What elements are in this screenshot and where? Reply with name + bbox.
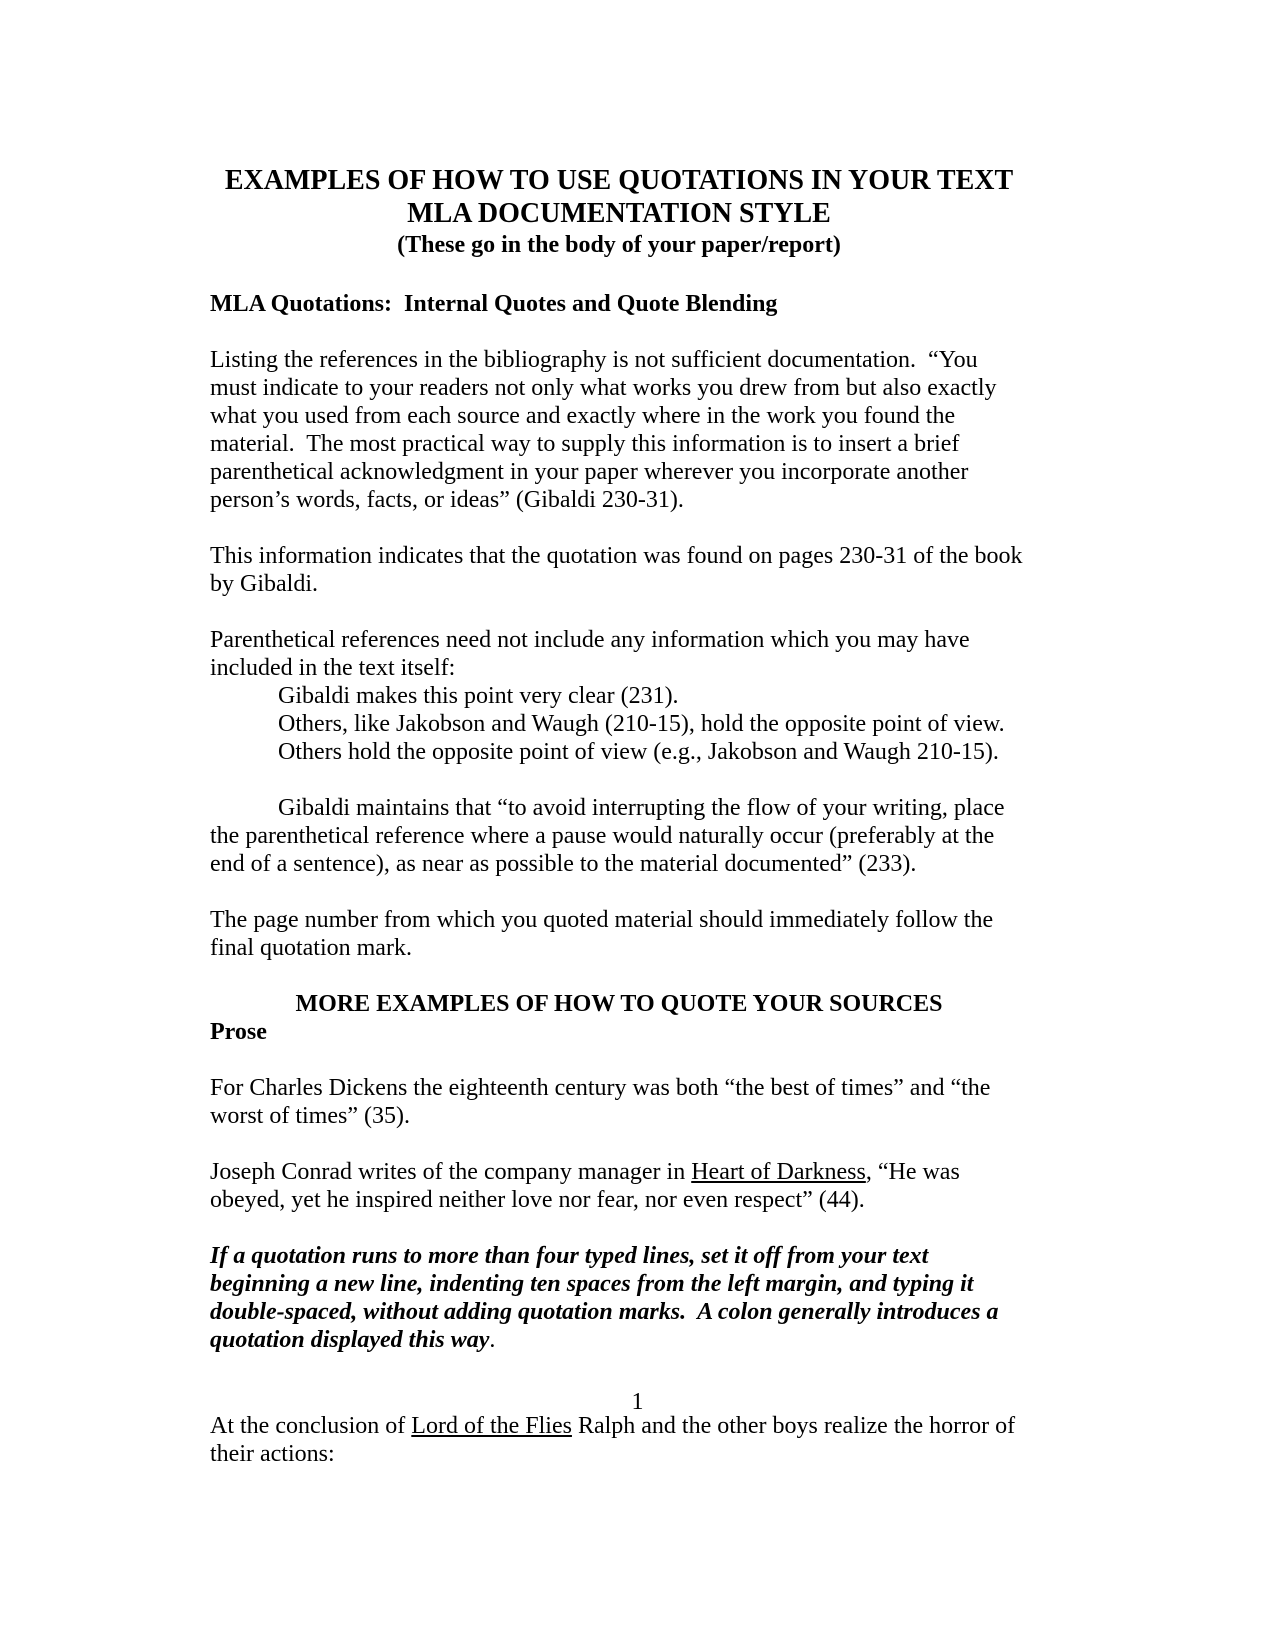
example-line-3: Others hold the opposite point of view (e.g., Jakobson and Waugh 210-15).	[278, 739, 999, 765]
block-quote-rule-period: .	[489, 1327, 496, 1353]
paragraph-parenthetical-intro: Parenthetical references need not include any information which you may have included in the text itself:	[210, 627, 976, 681]
section-heading-more-examples: MORE EXAMPLES OF HOW TO QUOTE YOUR SOURCES	[295, 991, 943, 1017]
document-title-block	[210, 164, 1028, 260]
book-title-lord-of-the-flies: Lord of the Flies	[411, 1413, 572, 1439]
paragraph-pages-info: This information indicates that the quotation was found on pages 230-31 of the book by Gibaldi.	[210, 543, 1029, 597]
paragraph-parenthetical-group	[210, 626, 1028, 766]
example-line-2: Others, like Jakobson and Waugh (210-15), hold the opposite point of view.	[278, 711, 1005, 737]
paragraph-page-number-rule: The page number from which you quoted material should immediately follow the final quotation mark.	[210, 907, 1000, 961]
title-line-2: MLA DOCUMENTATION STYLE	[407, 198, 831, 229]
flies-text-after: Ralph and the other boys realize the horror of their actions:	[210, 1413, 1022, 1467]
conrad-text-before: Joseph Conrad writes of the company manager in	[210, 1159, 692, 1185]
paragraph-listing-references: Listing the references in the bibliography is not sufficient documentation. “You must indicate to your readers not only what works you drew from but also exactly what you used from each source and exactly where in the work you found the material. The most practical way to supply this information is to insert a brief parenthetical acknowledgment in your paper wherever you incorporate another person’s words, facts, or ideas” (Gibaldi 230-31).	[210, 347, 1003, 513]
section-heading-mla-quotations: MLA Quotations: Internal Quotes and Quote Blending	[210, 291, 778, 317]
block-quote-rule-text: If a quotation runs to more than four typed lines, set it off from your text beginning a new line, indenting ten spaces from the left margin, and typing it double-spaced, without adding quotation marks. A colon generally introduces a quotation displayed this way	[210, 1243, 1005, 1353]
page-number: 1	[631, 1389, 644, 1415]
paragraph-block-quote-rule	[210, 1242, 1028, 1354]
subheading-prose: Prose	[210, 1019, 267, 1045]
paragraph-gibaldi-maintains: Gibaldi maintains that “to avoid interrupting the flow of your writing, place the parenthetical reference where a pause would naturally occur (preferably at the end of a sentence), as near as possible to the material documented” (233).	[210, 795, 1011, 877]
title-line-1: EXAMPLES OF HOW TO USE QUOTATIONS IN YOUR TEXT	[224, 165, 1014, 196]
book-title-heart-of-darkness: Heart of Darkness	[691, 1159, 866, 1185]
paragraph-dickens: For Charles Dickens the eighteenth century was both “the best of times” and “the worst of times” (35).	[210, 1075, 997, 1129]
conrad-text-after: , “He was obeyed, yet he inspired neither love nor fear, nor even respect” (44).	[210, 1159, 966, 1213]
title-line-3: (These go in the body of your paper/report)	[397, 232, 841, 258]
document-content	[210, 164, 1028, 1496]
paragraph-lord-of-the-flies	[210, 1412, 1028, 1468]
flies-text-before: At the conclusion of	[210, 1413, 412, 1439]
example-line-1: Gibaldi makes this point very clear (231).	[278, 683, 679, 709]
paragraph-conrad	[210, 1158, 1028, 1214]
